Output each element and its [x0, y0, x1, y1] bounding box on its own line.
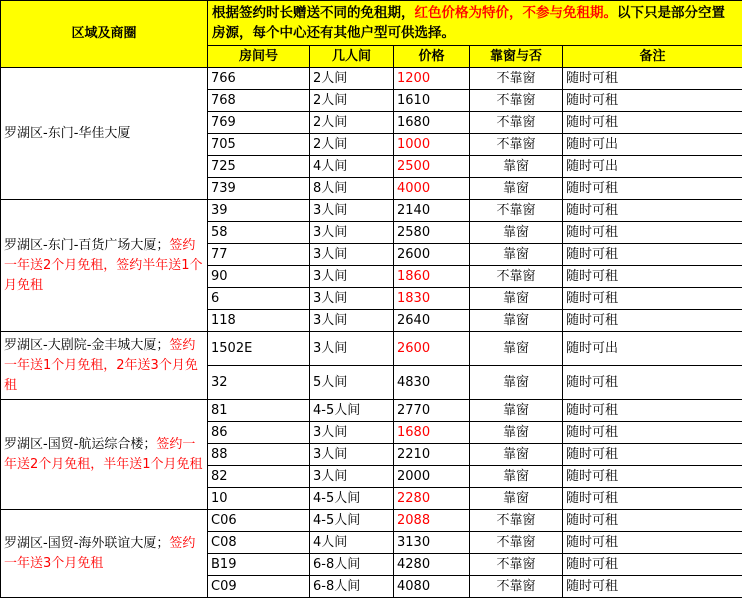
region-name: 罗湖区-大剧院-金丰城大厦；	[4, 337, 170, 353]
notice-banner	[208, 1, 742, 46]
price-cell: 2280	[394, 488, 470, 510]
window-cell: 不靠窗	[470, 510, 563, 532]
price-cell: 1000	[394, 134, 470, 156]
window-cell: 靠窗	[470, 332, 563, 366]
price-cell: 1680	[394, 112, 470, 134]
note-cell: 随时可租	[563, 510, 742, 532]
room-type-cell: 3人间	[310, 422, 394, 444]
room-type-cell: 4-5人间	[310, 488, 394, 510]
note-cell: 随时可租	[563, 266, 742, 288]
price-cell: 2600	[394, 332, 470, 366]
price-cell: 2770	[394, 400, 470, 422]
window-cell: 不靠窗	[470, 112, 563, 134]
price-cell: 2580	[394, 222, 470, 244]
room-type-cell: 8人间	[310, 178, 394, 200]
room-number-cell: C06	[208, 510, 310, 532]
room-number-cell: 10	[208, 488, 310, 510]
window-cell: 靠窗	[470, 222, 563, 244]
room-number-cell: 766	[208, 68, 310, 90]
price-cell: 1610	[394, 90, 470, 112]
region-promo: 签约一年送3个月免租	[4, 535, 196, 571]
price-cell: 2210	[394, 444, 470, 466]
table-row	[1, 200, 742, 222]
price-cell: 2140	[394, 200, 470, 222]
notice-text-2: 以下只是部分空置房源，每个中心还有其他户型可供选择。	[212, 5, 725, 41]
room-number-cell: C08	[208, 532, 310, 554]
col-header-note: 备注	[563, 46, 742, 68]
region-cell	[1, 200, 208, 332]
note-cell: 随时可租	[563, 68, 742, 90]
room-type-cell: 2人间	[310, 90, 394, 112]
note-cell: 随时可租	[563, 576, 742, 598]
table-row	[1, 68, 742, 90]
price-cell: 2600	[394, 244, 470, 266]
room-number-cell: 739	[208, 178, 310, 200]
note-cell: 随时可租	[563, 400, 742, 422]
room-type-cell: 4人间	[310, 156, 394, 178]
room-type-cell: 2人间	[310, 112, 394, 134]
room-type-cell: 6-8人间	[310, 576, 394, 598]
room-number-cell: 81	[208, 400, 310, 422]
col-header-type: 几人间	[310, 46, 394, 68]
region-name: 罗湖区-国贸-海外联谊大厦；	[4, 535, 170, 551]
region-promo: 签约一年送1个月免租，2年送3个月免租	[4, 337, 198, 393]
window-cell: 不靠窗	[470, 68, 563, 90]
note-cell: 随时可租	[563, 554, 742, 576]
price-cell: 4280	[394, 554, 470, 576]
table-row	[1, 400, 742, 422]
window-cell: 不靠窗	[470, 134, 563, 156]
region-promo: 签约一年送2个月免租，半年送1个月免租	[4, 436, 203, 472]
col-header-window: 靠窗与否	[470, 46, 563, 68]
table-body	[1, 68, 742, 598]
window-cell: 不靠窗	[470, 200, 563, 222]
price-cell: 2640	[394, 310, 470, 332]
room-type-cell: 3人间	[310, 266, 394, 288]
price-cell: 2500	[394, 156, 470, 178]
room-type-cell: 3人间	[310, 288, 394, 310]
window-cell: 靠窗	[470, 288, 563, 310]
note-cell: 随时可租	[563, 200, 742, 222]
note-cell: 随时可出	[563, 134, 742, 156]
room-number-cell: 769	[208, 112, 310, 134]
note-cell: 随时可租	[563, 466, 742, 488]
window-cell: 靠窗	[470, 400, 563, 422]
note-cell: 随时可租	[563, 532, 742, 554]
note-cell: 随时可租	[563, 488, 742, 510]
room-number-cell: 90	[208, 266, 310, 288]
room-number-cell: 77	[208, 244, 310, 266]
price-cell: 1680	[394, 422, 470, 444]
room-type-cell: 3人间	[310, 332, 394, 366]
note-cell: 随时可租	[563, 244, 742, 266]
window-cell: 不靠窗	[470, 554, 563, 576]
region-name: 罗湖区-国贸-航运综合楼；	[4, 436, 157, 452]
notice-red-text: 红色价格为特价，不参与免租期。	[414, 5, 617, 21]
price-cell: 4830	[394, 366, 470, 400]
region-header: 区域及商圈	[1, 1, 208, 68]
price-cell: 4080	[394, 576, 470, 598]
room-type-cell: 4-5人间	[310, 510, 394, 532]
region-name: 罗湖区-东门-华佳大厦	[4, 125, 131, 141]
price-cell: 1860	[394, 266, 470, 288]
room-type-cell: 4人间	[310, 532, 394, 554]
note-cell: 随时可租	[563, 288, 742, 310]
note-cell: 随时可租	[563, 222, 742, 244]
note-cell: 随时可出	[563, 156, 742, 178]
room-number-cell: 1502E	[208, 332, 310, 366]
price-cell: 2000	[394, 466, 470, 488]
note-cell: 随时可租	[563, 90, 742, 112]
room-number-cell: 88	[208, 444, 310, 466]
room-number-cell: 86	[208, 422, 310, 444]
col-header-price: 价格	[394, 46, 470, 68]
region-promo: 签约一年送2个月免租，签约半年送1个月免租	[4, 237, 203, 293]
price-cell: 1200	[394, 68, 470, 90]
window-cell: 靠窗	[470, 488, 563, 510]
note-cell: 随时可租	[563, 178, 742, 200]
window-cell: 靠窗	[470, 178, 563, 200]
region-cell	[1, 332, 208, 400]
notice-text: 根据签约时长赠送不同的免租期，	[212, 5, 415, 21]
note-cell: 随时可租	[563, 444, 742, 466]
window-cell: 靠窗	[470, 310, 563, 332]
window-cell: 靠窗	[470, 244, 563, 266]
room-type-cell: 3人间	[310, 244, 394, 266]
price-cell: 2088	[394, 510, 470, 532]
room-number-cell: 725	[208, 156, 310, 178]
room-number-cell: 768	[208, 90, 310, 112]
room-number-cell: 58	[208, 222, 310, 244]
room-number-cell: B19	[208, 554, 310, 576]
room-type-cell: 3人间	[310, 444, 394, 466]
table-row	[1, 332, 742, 366]
region-cell	[1, 68, 208, 200]
price-cell: 3130	[394, 532, 470, 554]
room-type-cell: 3人间	[310, 466, 394, 488]
room-type-cell: 3人间	[310, 222, 394, 244]
window-cell: 不靠窗	[470, 266, 563, 288]
room-number-cell: 6	[208, 288, 310, 310]
price-cell: 1830	[394, 288, 470, 310]
room-type-cell: 5人间	[310, 366, 394, 400]
window-cell: 不靠窗	[470, 532, 563, 554]
room-type-cell: 6-8人间	[310, 554, 394, 576]
price-cell: 4000	[394, 178, 470, 200]
room-type-cell: 3人间	[310, 310, 394, 332]
room-number-cell: 32	[208, 366, 310, 400]
note-cell: 随时可租	[563, 112, 742, 134]
room-number-cell: 39	[208, 200, 310, 222]
window-cell: 靠窗	[470, 444, 563, 466]
note-cell: 随时可出	[563, 332, 742, 366]
region-cell	[1, 510, 208, 598]
table-row	[1, 510, 742, 532]
room-number-cell: 118	[208, 310, 310, 332]
window-cell: 不靠窗	[470, 576, 563, 598]
room-type-cell: 3人间	[310, 200, 394, 222]
room-type-cell: 2人间	[310, 134, 394, 156]
room-number-cell: 82	[208, 466, 310, 488]
room-type-cell: 2人间	[310, 68, 394, 90]
window-cell: 靠窗	[470, 422, 563, 444]
room-type-cell: 4-5人间	[310, 400, 394, 422]
col-header-room: 房间号	[208, 46, 310, 68]
region-name: 罗湖区-东门-百货广场大厦；	[4, 237, 170, 253]
window-cell: 靠窗	[470, 466, 563, 488]
window-cell: 不靠窗	[470, 90, 563, 112]
window-cell: 靠窗	[470, 366, 563, 400]
region-cell	[1, 400, 208, 510]
window-cell: 靠窗	[470, 156, 563, 178]
note-cell: 随时可租	[563, 366, 742, 400]
note-cell: 随时可租	[563, 310, 742, 332]
room-number-cell: 705	[208, 134, 310, 156]
note-cell: 随时可租	[563, 422, 742, 444]
room-number-cell: C09	[208, 576, 310, 598]
